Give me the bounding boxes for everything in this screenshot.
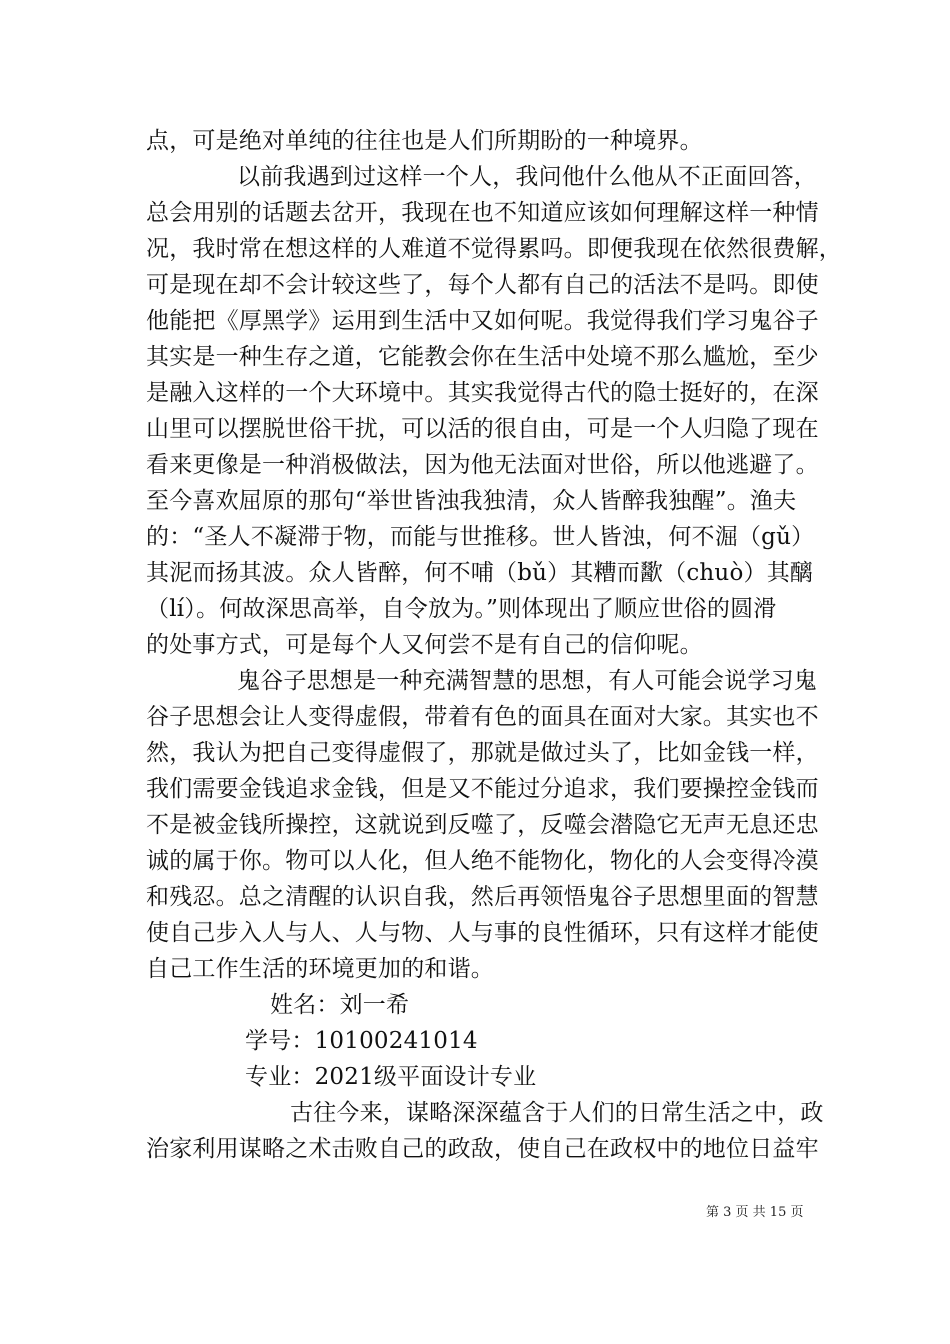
text-line: 总会用别的话题去岔开，我现在也不知道应该如何理解这样一种情 xyxy=(146,200,819,226)
text-line: 看来更像是一种消极做法，因为他无法面对世俗，所以他逃避了。 xyxy=(146,452,819,478)
text-line: 山里可以摆脱世俗干扰，可以活的很自由，可是一个人归隐了现在 xyxy=(146,416,819,442)
text-line: 诚的属于你。物可以人化，但人绝不能物化，物化的人会变得冷漠 xyxy=(146,848,819,874)
text-line: 然，我认为把自己变得虚假了，那就是做过头了，比如金钱一样， xyxy=(146,740,819,766)
text-line: （lí）。何故深思高举，自令放为。”则体现出了顺应世俗的圆滑 xyxy=(146,596,777,622)
text-line: 点，可是绝对单纯的往往也是人们所期盼的一种境界。 xyxy=(146,128,703,154)
paragraph-start-line: 古往今来，谋略深深蕴含于人们的日常生活之中，政 xyxy=(290,1100,824,1126)
text-line: 不是被金钱所操控，这就说到反噬了，反噬会潜隐它无声无息还忠 xyxy=(146,812,819,838)
page-number-footer: 第 3 页 共 15 页 xyxy=(706,1205,804,1220)
text-line: 其泥而扬其波。众人皆醉，何不哺（bǔ）其糟而歠（chuò）其醨 xyxy=(146,560,814,586)
text-line: 是融入这样的一个大环境中。其实我觉得古代的隐士挺好的，在深 xyxy=(146,380,819,406)
text-line: 治家利用谋略之术击败自己的政敌，使自己在政权中的地位日益牢 xyxy=(146,1136,819,1162)
text-line: 的处事方式，可是每个人又何尝不是有自己的信仰呢。 xyxy=(146,632,703,658)
text-line: 谷子思想会让人变得虚假，带着有色的面具在面对大家。其实也不 xyxy=(146,704,819,730)
paragraph-start-line: 鬼谷子思想是一种充满智慧的思想，有人可能会说学习鬼 xyxy=(237,668,817,694)
text-line: 至今喜欢屈原的那句“举世皆浊我独清，众人皆醉我独醒”。渔夫 xyxy=(146,488,797,514)
author-name: 姓名：刘一希 xyxy=(270,992,410,1018)
student-id: 学号：10100241014 xyxy=(245,1028,478,1054)
text-line: 自己工作生活的环境更加的和谐。 xyxy=(146,956,494,982)
text-line: 他能把《厚黑学》运用到生活中又如何呢。我觉得我们学习鬼谷子 xyxy=(146,308,819,334)
text-line: 和残忍。总之清醒的认识自我，然后再领悟鬼谷子思想里面的智慧 xyxy=(146,884,819,910)
text-line: 可是现在却不会计较这些了，每个人都有自己的活法不是吗。即使 xyxy=(146,272,819,298)
text-line: 的：“圣人不凝滞于物，而能与世推移。世人皆浊，何不淈（gǔ） xyxy=(146,524,815,550)
paragraph-start-line: 以前我遇到过这样一个人，我问他什么他从不正面回答， xyxy=(237,164,817,190)
text-line: 使自己步入人与人、人与物、人与事的良性循环，只有这样才能使 xyxy=(146,920,819,946)
major: 专业：2021级平面设计专业 xyxy=(245,1064,537,1090)
text-line: 其实是一种生存之道，它能教会你在生活中处境不那么尴尬，至少 xyxy=(146,344,819,370)
text-line: 况，我时常在想这样的人难道不觉得累吗。即便我现在依然很费解， xyxy=(146,236,842,262)
text-line: 我们需要金钱追求金钱，但是又不能过分追求，我们要操控金钱而 xyxy=(146,776,819,802)
